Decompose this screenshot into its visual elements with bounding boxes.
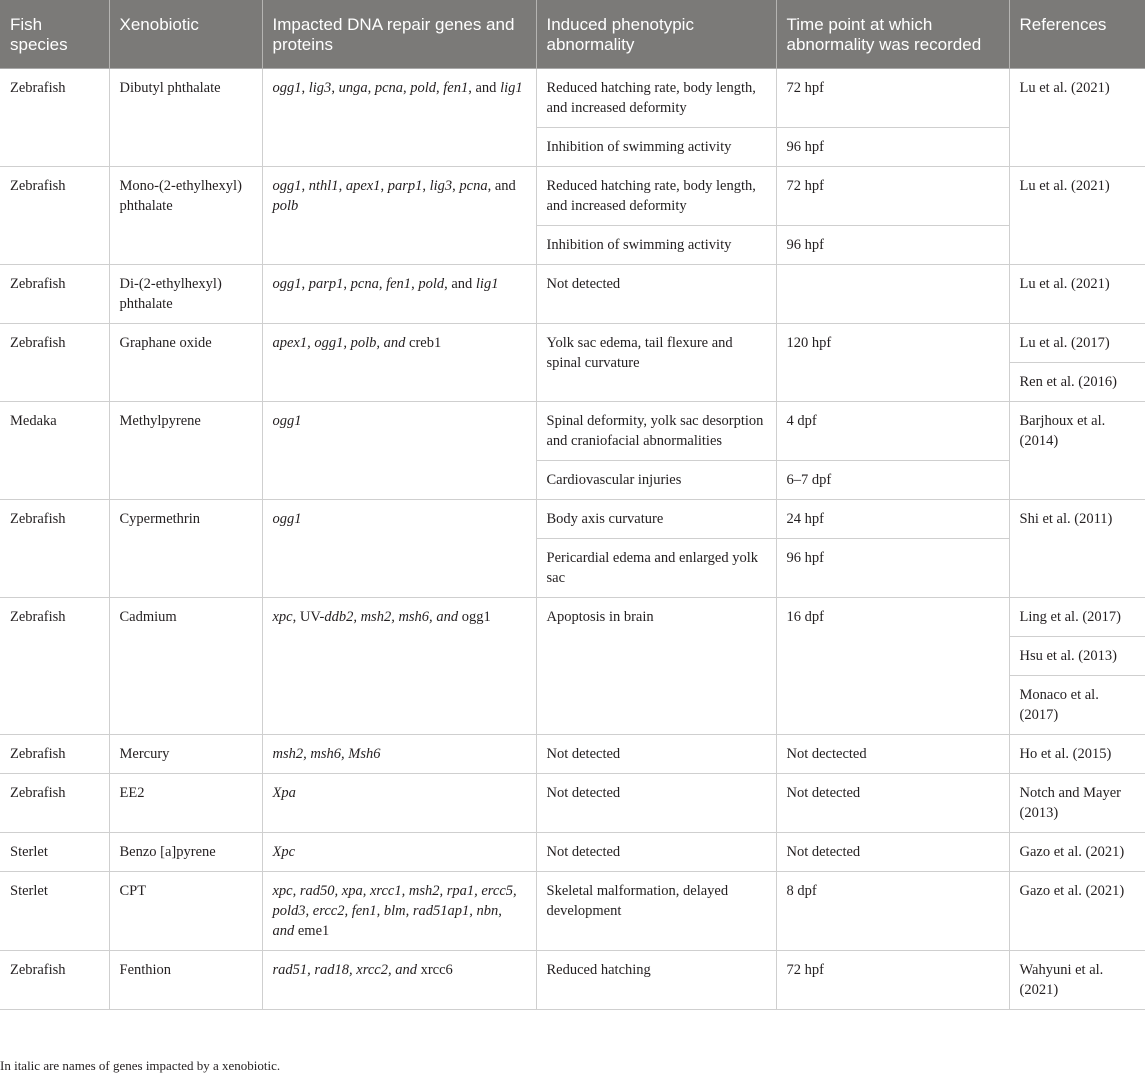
- timepoint-cell: 96 hpf: [776, 226, 1009, 265]
- species-cell: Zebrafish: [0, 774, 109, 833]
- timepoint-cell: 6–7 dpf: [776, 461, 1009, 500]
- genes-cell: [262, 951, 536, 1010]
- timepoint-cell: 72 hpf: [776, 951, 1009, 1010]
- gene-name: pold: [418, 276, 445, 292]
- table-footnote: In italic are names of genes impacted by a xenobiotic.: [0, 1058, 281, 1073]
- species-cell: Sterlet: [0, 872, 109, 951]
- species-cell: Zebrafish: [0, 69, 109, 167]
- gene-name: lig3: [429, 178, 453, 194]
- reference-cell: Barjhoux et al. (2014): [1009, 402, 1145, 500]
- reference-cell: Hsu et al. (2013): [1009, 637, 1145, 676]
- phenotype-cell: Inhibition of swimming activity: [536, 226, 776, 265]
- gene-separator: ,: [338, 178, 346, 194]
- xenobiotic-cell: Benzo [a]pyrene: [109, 833, 262, 872]
- gene-separator: ,: [403, 80, 411, 96]
- gene-separator: ,: [411, 276, 419, 292]
- genes-cell: [262, 598, 536, 735]
- gene-separator: ,: [436, 80, 444, 96]
- header-cell: Fish species: [0, 0, 109, 69]
- gene-name: ogg1: [272, 413, 302, 429]
- gene-name: xpc, rad50, xpa, xrcc1, msh2, rpa1, ercc5, pold3, ercc2, fen1, blm, rad51ap1, nbn,: [272, 883, 517, 919]
- phenotype-cell: Yolk sac edema, tail flexure and spinal curvature: [536, 324, 776, 402]
- genes-cell: [262, 872, 536, 951]
- gene-name: nthl1: [308, 178, 339, 194]
- table-row: [0, 872, 1145, 951]
- timepoint-cell: Not detected: [776, 774, 1009, 833]
- timepoint-cell: 96 hpf: [776, 539, 1009, 598]
- gene-separator: ,: [378, 276, 387, 292]
- phenotype-cell: Reduced hatching rate, body length, and increased deformity: [536, 69, 776, 128]
- reference-cell: Gazo et al. (2021): [1009, 872, 1145, 951]
- gene-name: pcna: [459, 178, 488, 194]
- gene-separator: ,: [331, 80, 339, 96]
- species-cell: Zebrafish: [0, 265, 109, 324]
- gene-name: and: [432, 609, 462, 625]
- phenotype-cell: Skeletal malformation, delayed development: [536, 872, 776, 951]
- gene-separator: ,: [367, 80, 375, 96]
- gene-separator: ,: [301, 80, 309, 96]
- reference-cell: Wahyuni et al. (2021): [1009, 951, 1145, 1010]
- table-row: [0, 833, 1145, 872]
- gene-name: apex1: [345, 178, 381, 194]
- timepoint-cell: 16 dpf: [776, 598, 1009, 735]
- gene-name: and: [391, 962, 421, 978]
- phenotype-cell: Pericardial edema and enlarged yolk sac: [536, 539, 776, 598]
- phenotype-cell: Reduced hatching: [536, 951, 776, 1010]
- gene-name: ogg1: [272, 511, 302, 527]
- reference-cell: Lu et al. (2021): [1009, 167, 1145, 265]
- timepoint-cell: Not detected: [776, 833, 1009, 872]
- header-cell: References: [1009, 0, 1145, 69]
- gene-name: ddb2, msh2, msh6,: [324, 609, 433, 625]
- reference-cell: Lu et al. (2017): [1009, 324, 1145, 363]
- gene-separator: creb1: [409, 335, 442, 351]
- gene-name: and: [272, 923, 298, 939]
- gene-name: fen1: [443, 80, 469, 96]
- gene-name: lig1: [500, 80, 523, 96]
- gene-name: ogg1: [272, 80, 302, 96]
- gene-name: rad51, rad18, xrcc2,: [272, 962, 392, 978]
- species-cell: Medaka: [0, 402, 109, 500]
- gene-name: Xpc: [272, 844, 296, 860]
- species-cell: Sterlet: [0, 833, 109, 872]
- phenotype-cell: Cardiovascular injuries: [536, 461, 776, 500]
- gene-separator: ogg1: [461, 609, 491, 625]
- gene-name: msh2, msh6,: [272, 746, 345, 762]
- gene-name: lig1: [475, 276, 499, 292]
- species-cell: Zebrafish: [0, 167, 109, 265]
- gene-name: and: [380, 335, 410, 351]
- xenobiotic-cell: Cadmium: [109, 598, 262, 735]
- gene-separator: ,: [343, 276, 351, 292]
- gene-name: pold: [410, 80, 437, 96]
- species-cell: Zebrafish: [0, 951, 109, 1010]
- gene-separator: ,: [301, 276, 309, 292]
- gene-name: ogg1: [272, 178, 302, 194]
- xenobiotic-cell: Di-(2-ethylhexyl) phthalate: [109, 265, 262, 324]
- species-cell: Zebrafish: [0, 598, 109, 735]
- reference-cell: Gazo et al. (2021): [1009, 833, 1145, 872]
- header-cell: Time point at which abnormality was recorded: [776, 0, 1009, 69]
- xenobiotic-cell: Dibutyl phthalate: [109, 69, 262, 167]
- xenobiotic-cell: Fenthion: [109, 951, 262, 1010]
- table-row: [0, 774, 1145, 833]
- table-row: [0, 265, 1145, 324]
- gene-name: Msh6: [344, 746, 381, 762]
- phenotype-cell: Not detected: [536, 735, 776, 774]
- reference-cell: Ling et al. (2017): [1009, 598, 1145, 637]
- phenotype-cell: Apoptosis in brain: [536, 598, 776, 735]
- gene-name: ogg1: [272, 276, 302, 292]
- gene-separator: ,: [301, 178, 309, 194]
- gene-name: xpc: [272, 609, 293, 625]
- header-cell: Induced phenotypic abnormality: [536, 0, 776, 69]
- timepoint-cell: Not dectected: [776, 735, 1009, 774]
- phenotype-cell: Not detected: [536, 774, 776, 833]
- reference-cell: Lu et al. (2021): [1009, 69, 1145, 167]
- phenotype-cell: Spinal deformity, yolk sac desorption and craniofacial abnormalities: [536, 402, 776, 461]
- header-row: [0, 0, 1145, 69]
- gene-separator: , and: [487, 178, 516, 194]
- gene-name: parp1: [308, 276, 344, 292]
- header-cell: Impacted DNA repair genes and proteins: [262, 0, 536, 69]
- table-row: [0, 598, 1145, 637]
- gene-name: pcna: [374, 80, 403, 96]
- table-body: [0, 69, 1145, 1010]
- genes-cell: [262, 500, 536, 598]
- timepoint-cell: 120 hpf: [776, 324, 1009, 402]
- gene-name: lig3: [308, 80, 332, 96]
- table-row: [0, 735, 1145, 774]
- xenobiotic-cell: Cypermethrin: [109, 500, 262, 598]
- genes-cell: [262, 774, 536, 833]
- xenobiotic-cell: CPT: [109, 872, 262, 951]
- genes-cell: [262, 69, 536, 167]
- gene-name: polb: [272, 198, 299, 214]
- xenobiotic-cell: Methylpyrene: [109, 402, 262, 500]
- xenobiotic-cell: Graphane oxide: [109, 324, 262, 402]
- phenotype-cell: Reduced hatching rate, body length, and increased deformity: [536, 167, 776, 226]
- phenotype-cell: Inhibition of swimming activity: [536, 128, 776, 167]
- reference-cell: Ren et al. (2016): [1009, 363, 1145, 402]
- gene-name: apex1, ogg1, polb,: [272, 335, 381, 351]
- table-row: [0, 69, 1145, 128]
- species-cell: Zebrafish: [0, 324, 109, 402]
- reference-cell: Monaco et al. (2017): [1009, 676, 1145, 735]
- table-row: [0, 951, 1145, 1010]
- genes-cell: [262, 167, 536, 265]
- timepoint-cell: 96 hpf: [776, 128, 1009, 167]
- genes-cell: [262, 833, 536, 872]
- gene-separator: , and: [444, 276, 476, 292]
- reference-cell: Ho et al. (2015): [1009, 735, 1145, 774]
- phenotype-cell: Not detected: [536, 265, 776, 324]
- gene-name: unga: [338, 80, 368, 96]
- gene-name: fen1: [386, 276, 412, 292]
- timepoint-cell: 72 hpf: [776, 69, 1009, 128]
- table-row: [0, 500, 1145, 539]
- xenobiotic-cell: EE2: [109, 774, 262, 833]
- table-row: [0, 324, 1145, 363]
- timepoint-cell: [776, 265, 1009, 324]
- species-cell: Zebrafish: [0, 735, 109, 774]
- gene-name: pcna: [350, 276, 379, 292]
- reference-cell: Notch and Mayer (2013): [1009, 774, 1145, 833]
- xenobiotic-cell: Mercury: [109, 735, 262, 774]
- gene-separator: , and: [468, 80, 501, 96]
- genes-cell: [262, 402, 536, 500]
- reference-cell: Lu et al. (2021): [1009, 265, 1145, 324]
- gene-name: Xpa: [272, 785, 296, 801]
- genes-cell: [262, 324, 536, 402]
- table-row: [0, 402, 1145, 461]
- xenobiotic-cell: Mono-(2-ethylhexyl) phthalate: [109, 167, 262, 265]
- table-row: [0, 167, 1145, 226]
- timepoint-cell: 24 hpf: [776, 500, 1009, 539]
- phenotype-cell: Body axis curvature: [536, 500, 776, 539]
- gene-separator: ,: [452, 178, 460, 194]
- phenotype-cell: Not detected: [536, 833, 776, 872]
- genes-cell: [262, 265, 536, 324]
- species-cell: Zebrafish: [0, 500, 109, 598]
- genes-cell: [262, 735, 536, 774]
- header-cell: Xenobiotic: [109, 0, 262, 69]
- reference-cell: Shi et al. (2011): [1009, 500, 1145, 598]
- gene-separator: ,: [380, 178, 388, 194]
- timepoint-cell: 8 dpf: [776, 872, 1009, 951]
- gene-name: parp1: [387, 178, 423, 194]
- gene-separator: eme1: [297, 923, 330, 939]
- timepoint-cell: 72 hpf: [776, 167, 1009, 226]
- timepoint-cell: 4 dpf: [776, 402, 1009, 461]
- gene-separator: ,: [422, 178, 430, 194]
- gene-separator: xrcc6: [420, 962, 453, 978]
- gene-separator: , UV-: [292, 609, 325, 625]
